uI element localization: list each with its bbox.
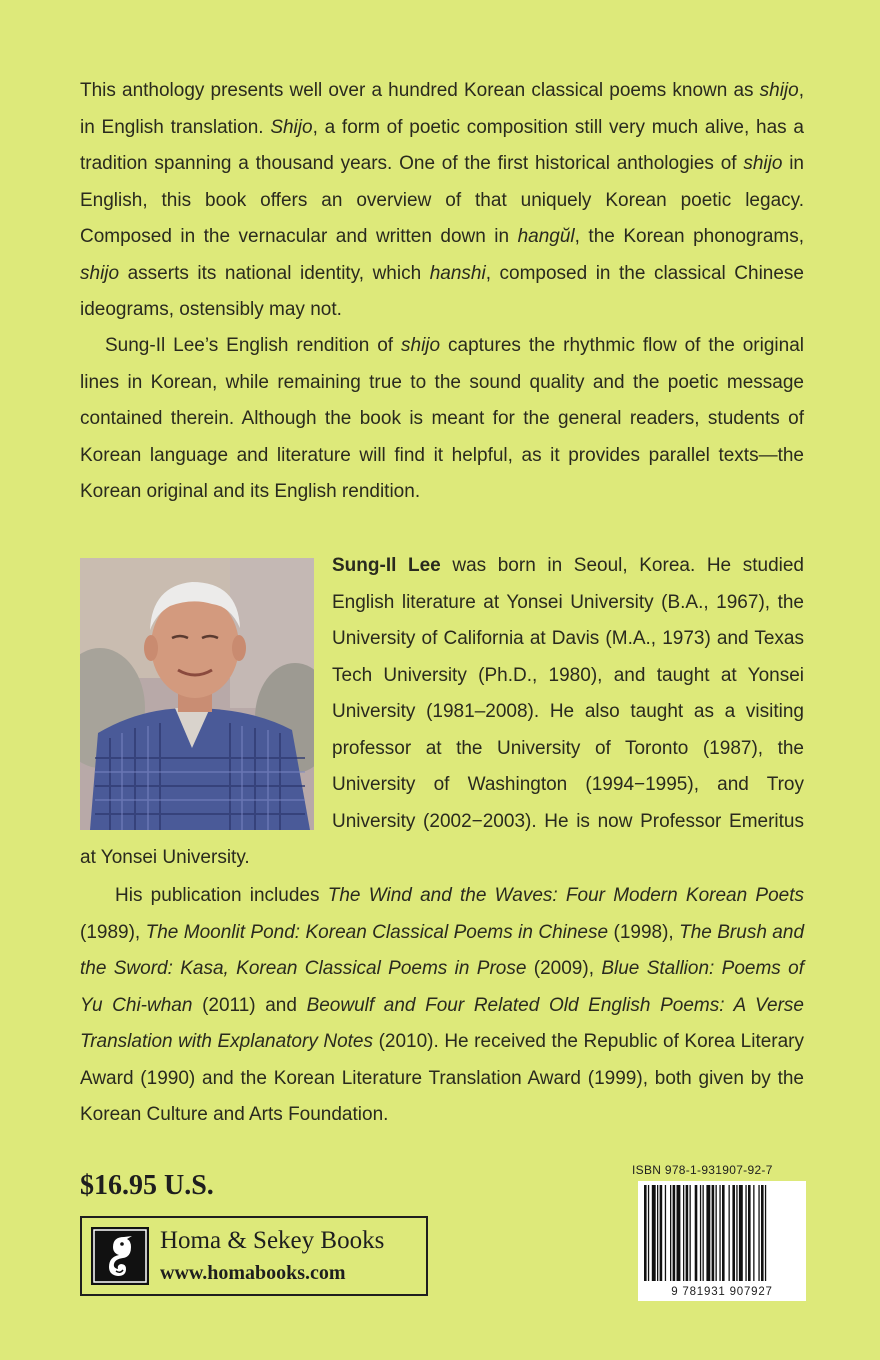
- barcode-bar: [683, 1185, 684, 1281]
- barcode-digits: 9 781931 907927: [671, 1286, 773, 1298]
- barcode-bar: [690, 1185, 691, 1281]
- text-run: , in English translation.: [80, 80, 804, 138]
- barcode-bar: [753, 1185, 754, 1281]
- text-run: was born in Seoul, Korea. He studied English literature at Yonsei University (B.A., 1967), the University of California at Davis (M.A., 1973) and Texas Tech University (Ph.D., 1980), and taught at Yonsei University (1981–2008). He also taught as a visiting professor at the University of Toronto (1987), the University of Washington (1994−1995), and Troy University (2002−2003). He is now Professor Emeritus at Yonsei University.: [80, 555, 804, 868]
- text-run: His publication includes: [115, 885, 328, 906]
- barcode-bar: [722, 1185, 725, 1281]
- isbn-label: ISBN 978-1-931907-92-7: [632, 1163, 773, 1177]
- barcode-bar: [739, 1185, 743, 1281]
- barcode-bar: [748, 1185, 751, 1281]
- italic-text: Blue Stallion: Poems of Yu Chi-whan: [80, 958, 804, 1016]
- description-paragraph-1: [80, 73, 804, 329]
- barcode-bar: [677, 1185, 681, 1281]
- text-run: , a form of poetic composition still very much alive, has a tradition spanning a thousand years. One of the first historical anthologies of: [80, 116, 804, 174]
- barcode-bar: [660, 1185, 663, 1281]
- barcode-bar: [673, 1185, 676, 1281]
- text-run: asserts its national identity, which: [119, 262, 430, 284]
- barcode-bar: [657, 1185, 658, 1281]
- author-bio-paragraph-2: [80, 878, 804, 1134]
- italic-text: shijo: [743, 153, 783, 174]
- text-run: captures the rhythmic flow of the original lines in Korean, while remaining true to the sound quality and the poetic message contained therein. Although the book is meant for the general readers, students of Korean language and literature will find it helpful, as it provides parallel texts—the Korean original and its English rendition.: [80, 335, 804, 502]
- publisher-logo-box: [80, 1216, 428, 1296]
- barcode-bar: [700, 1185, 701, 1281]
- barcode-bar: [703, 1185, 704, 1281]
- seahorse-logo-icon: [91, 1227, 149, 1285]
- text-run: in English, this book offers an overview of that uniquely Korean poetic legacy. Composed in the vernacular and written down in: [80, 153, 804, 247]
- publisher-url[interactable]: www.homabooks.com: [160, 1262, 346, 1284]
- barcode-bar: [736, 1185, 737, 1281]
- italic-text: The Wind and the Waves: Four Modern Korean Poets: [327, 885, 804, 906]
- text-run: , composed in the classical Chinese ideograms, ostensibly may not.: [80, 262, 804, 320]
- barcode-bar: [761, 1185, 764, 1281]
- text-run: (1989),: [80, 921, 146, 943]
- barcode-bar: [729, 1185, 730, 1281]
- text-run: (2011) and: [192, 994, 307, 1016]
- barcode-bar: [758, 1185, 759, 1281]
- description-paragraph-2: [80, 328, 804, 511]
- italic-text: hanshi: [429, 262, 486, 284]
- text-run: (2010). He received the Republic of Korea Literary Award (1990) and the Korean Literature Translation Award (1999), both given by the Korean Culture and Arts Foundation.: [80, 1031, 805, 1125]
- publisher-name: Homa & Sekey Books: [160, 1227, 385, 1254]
- text-run: Sung-Il Lee’s English rendition of: [105, 335, 401, 356]
- text-run: This anthology presents well over a hundred Korean classical poems known as: [80, 80, 760, 101]
- barcode-bar: [719, 1185, 720, 1281]
- text-run: , the Korean phonograms,: [574, 226, 804, 247]
- barcode-bar: [670, 1185, 671, 1281]
- barcode: [638, 1181, 806, 1301]
- barcode-bar: [695, 1185, 698, 1281]
- italic-text: The Moonlit Pond: Korean Classical Poems in Chinese: [145, 921, 609, 943]
- italic-text: Beowulf and Four Related Old English Poems: A Verse Translation with Explanatory Notes: [80, 994, 804, 1052]
- photo-spacer: [80, 548, 332, 840]
- barcode-bar: [665, 1185, 666, 1281]
- barcode-bar: [732, 1185, 735, 1281]
- bold-text: Sung-Il Lee: [332, 555, 441, 576]
- barcode-bar: [648, 1185, 649, 1281]
- barcode-bar: [652, 1185, 656, 1281]
- italic-text: hangŭl: [517, 226, 575, 247]
- barcode-bar: [706, 1185, 710, 1281]
- italic-text: The Brush and the Sword: Kasa, Korean Classical Poems in Prose: [80, 921, 805, 979]
- barcode-bar: [745, 1185, 746, 1281]
- italic-text: shijo: [759, 80, 799, 101]
- italic-text: shijo: [80, 262, 120, 284]
- barcode-bar: [686, 1185, 689, 1281]
- text-run: (2009),: [526, 958, 602, 979]
- barcode-bar: [644, 1185, 647, 1281]
- author-bio-paragraph-1: [80, 548, 804, 877]
- barcode-bar: [716, 1185, 717, 1281]
- price-label: $16.95 U.S.: [80, 1170, 214, 1201]
- barcode-bar: [712, 1185, 715, 1281]
- italic-text: Shijo: [270, 116, 313, 138]
- italic-text: shijo: [401, 335, 441, 356]
- text-run: (1998),: [608, 921, 680, 943]
- barcode-bar: [765, 1185, 766, 1281]
